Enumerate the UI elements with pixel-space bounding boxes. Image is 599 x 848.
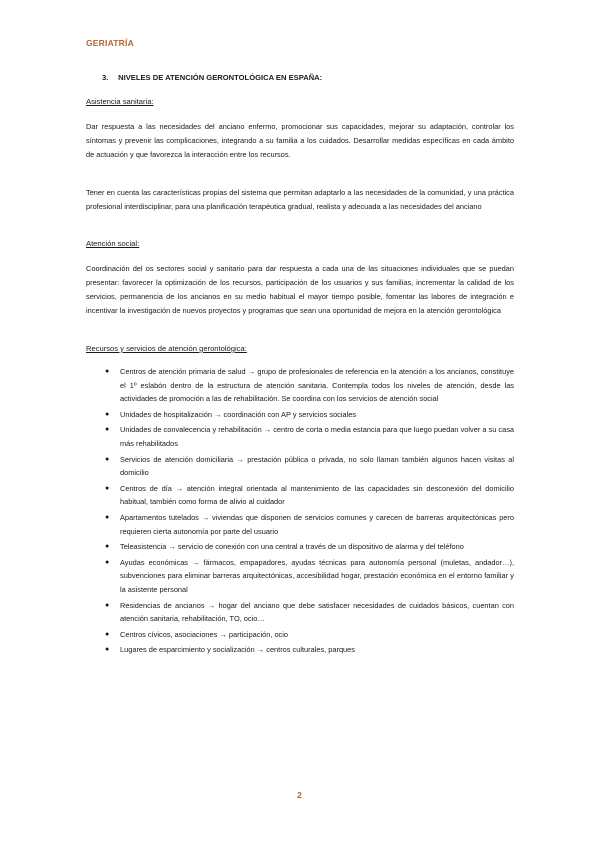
page-number: 2 [297, 790, 302, 800]
list-item-text: Centros de día → atención integral orientada al mantenimiento de las capacidades sin desconexión del domicilio habitual, también como forma de alivio al cuidador [120, 483, 514, 507]
bullet-icon: ● [105, 484, 110, 492]
list-item-text: Teleasistencia → servicio de conexión con una central a través de un dispositivo de alarma y del teléfono [120, 542, 464, 552]
bullet-icon: ● [105, 455, 110, 463]
section-title [102, 73, 322, 82]
list-item [86, 453, 514, 480]
list-item [86, 599, 514, 626]
list-item-text: Unidades de convalecencia y rehabilitación → centro de corta o media estancia para que luego puedan volver a su casa más rehabilitados [120, 425, 515, 448]
bullet-icon: ● [105, 646, 110, 654]
paragraph-atencion-social: Coordinación del os sectores social y sanitario para dar respuesta a cada una de las situaciones individuales que se puedan presentar: favorecer la optimización de los recursos, participación de los usuarios y sus familias, incrementar la calidad de los servicios, permanencia de los ancianos en su medio habitual el mayor tiempo posible, fomentar las labores de integración e incentivar la investigación de nuevos proyectos y programas que sean una oportunidad de mejora en la atención gerontológica [86, 264, 514, 315]
list-item-text: Lugares de esparcimiento y socialización → centros culturales, parques [120, 645, 355, 655]
list-item-text: Residencias de ancianos → hogar del anciano que debe satisfacer necesidades de cuidados básicos, cuentan con atención sanitaria, rehabilitación, TO, ocio… [120, 600, 514, 624]
bullet-icon: ● [105, 601, 110, 609]
list-item [86, 628, 514, 642]
list-item [86, 408, 514, 422]
bullet-icon: ● [105, 543, 110, 551]
bullet-icon: ● [105, 513, 110, 521]
heading-asistencia-sanitaria: Asistencia sanitaria: [86, 97, 154, 106]
list-item [86, 556, 514, 597]
list-item-text: Apartamentos tutelados → viviendas que disponen de servicios comunes y carecen de barreras arquitectónicas pero requieren cierta autonomía por parte del usuario [120, 512, 514, 536]
bullet-icon: ● [105, 426, 110, 434]
bullet-icon: ● [105, 630, 110, 638]
list-item [86, 511, 514, 538]
list-item [86, 365, 514, 406]
bullet-icon: ● [105, 558, 110, 566]
list-item [86, 643, 514, 657]
list-item [86, 423, 514, 450]
list-item [86, 540, 514, 554]
list-item-text: Centros cívicos, asociaciones → participación, ocio [120, 629, 289, 639]
list-item [86, 482, 514, 509]
list-item-text: Unidades de hospitalización → coordinación con AP y servicios sociales [120, 409, 357, 419]
section-title-text: NIVELES DE ATENCIÓN GERONTOLÓGICA EN ESPAÑA: [118, 73, 323, 82]
list-item-text: Servicios de atención domiciliaria → prestación pública o privada, no solo llaman también algunos hacen visitas al domicilio [120, 454, 514, 478]
list-item-text: Ayudas económicas → fármacos, empapadores, ayudas técnicas para autonomía personal (muletas, andador…), subvenciones para eliminar barreras arquitectónicas, accesibilidad hogar, prestación económica en el entorno familiar y la asistente personal [120, 557, 514, 594]
header-label: GERIATRÍA [86, 38, 134, 48]
heading-atencion-social: Atención social: [86, 239, 140, 248]
paragraph-asistencia-2: Tener en cuenta las características propias del sistema que permitan adaptarlo a las necesidades de la comunidad, y una práctica profesional interdisciplinar, para una planificación terapéutica gradual, realista y adecuada a las necesidades del anciano [86, 188, 514, 211]
recursos-list [86, 365, 514, 659]
list-item-text: Centros de atención primaria de salud → grupo de profesionales de referencia en la atención a los ancianos, constituye el 1º eslabón dentro de la estructura de atención sanitaria. Contempla todos los niveles de atención, desde las actividades de promoción a las de rehabilitación. Se coordina con los servicios de atención social [120, 367, 514, 404]
bullet-icon: ● [105, 410, 110, 418]
bullet-icon: ● [105, 368, 110, 375]
section-number: 3. [102, 73, 109, 82]
paragraph-asistencia-1: Dar respuesta a las necesidades del anciano enfermo, promocionar sus capacidades, mejorar su adaptación, controlar los síntomas y prevenir las complicaciones, integrando a su familia a los cuidados. Desarrollar medidas específicas en cada ámbito de actuación y que favorezca la interacción entre los recursos. [86, 122, 514, 159]
heading-recursos-servicios: Recursos y servicios de atención gerontológica: [86, 344, 247, 353]
